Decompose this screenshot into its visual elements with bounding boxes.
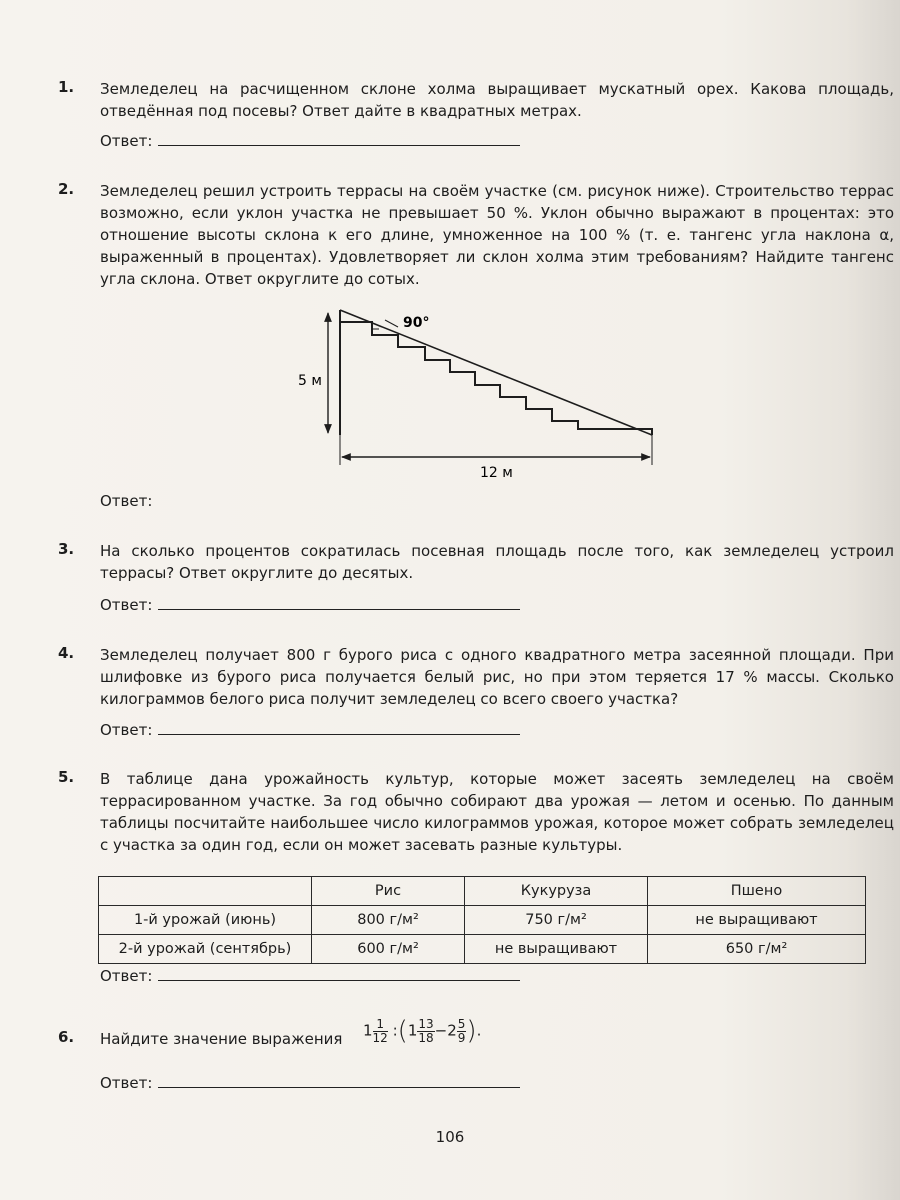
- whole-part: 2: [447, 1021, 457, 1040]
- answer-line[interactable]: [158, 131, 520, 146]
- fraction: [373, 1018, 388, 1045]
- task-number: 6.: [58, 1028, 75, 1046]
- height-label: 5 м: [298, 373, 322, 389]
- answer-row: [100, 966, 520, 985]
- answer-row: [100, 492, 152, 510]
- task-number: 1.: [58, 78, 75, 96]
- table-cell: не выращивают: [648, 906, 866, 935]
- fraction: [417, 1018, 434, 1045]
- length-label: 12 м: [480, 465, 513, 481]
- math-expression: [363, 1016, 481, 1046]
- paren-open: (: [397, 1016, 408, 1046]
- answer-label: Ответ:: [100, 596, 153, 614]
- numerator: 13: [418, 1016, 434, 1031]
- answer-line[interactable]: [158, 595, 520, 610]
- task-text: Земледелец на расчищенном склоне холма выращивает мускатный орех. Какова площадь, отведённая под посевы? Ответ дайте в квадратных метрах.: [100, 80, 894, 120]
- answer-label: Ответ:: [100, 492, 153, 510]
- table-cell: 650 г/м²: [648, 935, 866, 964]
- answer-line[interactable]: [158, 1073, 520, 1088]
- table-row: [99, 906, 866, 935]
- task-3: [58, 540, 894, 620]
- page-number: 106: [435, 1128, 465, 1146]
- angle-leader: [385, 320, 398, 327]
- answer-label: Ответ:: [100, 132, 153, 150]
- answer-row: [100, 1073, 520, 1092]
- operator: −: [434, 1021, 448, 1040]
- table-header-cell: Кукуруза: [465, 877, 648, 906]
- table-header-row: [99, 877, 866, 906]
- answer-label: Ответ:: [100, 1074, 153, 1092]
- table-cell: 600 г/м²: [312, 935, 465, 964]
- task-number: 2.: [58, 180, 75, 198]
- numerator: 5: [457, 1016, 466, 1031]
- table-cell: 1-й урожай (июнь): [99, 906, 312, 935]
- paren-close: ): [466, 1016, 477, 1046]
- operator: :: [392, 1021, 398, 1040]
- answer-label: Ответ:: [100, 721, 153, 739]
- task-number: 5.: [58, 768, 75, 786]
- task-number: 4.: [58, 644, 75, 662]
- task-text: Земледелец решил устроить террасы на своём участке (см. рисунок ниже). Строительство террас возможно, если уклон участка не превышает 50 %. Уклон обычно выражают в процентах: это отношение высоты склона к его длине, умноженное на 100 % (т. е. тангенс угла наклона α, выраженный в процентах). Удовлетворяет ли склон холма этим требованиям? Найдите тангенс угла склона. Ответ округлите до сотых.: [100, 182, 894, 288]
- task-text: Земледелец получает 800 г бурого риса с одного квадратного метра засеянной площади. При шлифовке из бурого риса получается белый рис, но при этом теряется 17 % массы. Сколько килограммов белого риса получит земледелец со всего своего участка?: [100, 646, 894, 708]
- whole-part: 1: [407, 1021, 418, 1040]
- answer-row: [100, 131, 520, 150]
- task-1: [58, 78, 894, 153]
- denominator: 12: [372, 1030, 388, 1045]
- answer-row: [100, 720, 520, 739]
- slope-hypotenuse: [340, 310, 652, 435]
- period: .: [476, 1021, 482, 1040]
- denominator: 18: [418, 1030, 434, 1045]
- answer-label: Ответ:: [100, 967, 153, 985]
- table-header-cell: [99, 877, 312, 906]
- answer-line[interactable]: [158, 720, 520, 735]
- denominator: 9: [457, 1030, 466, 1045]
- table-header-cell: Рис: [312, 877, 465, 906]
- task-number: 3.: [58, 540, 75, 558]
- terrace-figure: [290, 305, 670, 495]
- yield-table: [98, 876, 866, 964]
- table-cell: не выращивают: [465, 935, 648, 964]
- table-header-cell: Пшено: [648, 877, 866, 906]
- task-text: Найдите значение выражения: [100, 1030, 343, 1048]
- table-row: [99, 935, 866, 964]
- fraction: [457, 1018, 467, 1045]
- whole-part: 1: [363, 1021, 373, 1040]
- task-text: В таблице дана урожайность культур, которые может засеять земледелец на своём террасированном участке. За год обычно собирают два урожая — летом и осенью. По данным таблицы посчитайте наибольшее число килограммов урожая, которое может собрать земледелец с участка за один год, если он может засевать разные культуры.: [100, 770, 894, 854]
- angle-label: 90°: [403, 315, 430, 331]
- table-cell: 2-й урожай (сентябрь): [99, 935, 312, 964]
- answer-line[interactable]: [158, 966, 520, 981]
- table-cell: 800 г/м²: [312, 906, 465, 935]
- numerator: 1: [373, 1018, 388, 1032]
- task-text: На сколько процентов сократилась посевная площадь после того, как земледелец устроил террасы? Ответ округлите до десятых.: [100, 542, 894, 582]
- answer-row: [100, 595, 520, 614]
- table-cell: 750 г/м²: [465, 906, 648, 935]
- task-4: [58, 644, 894, 744]
